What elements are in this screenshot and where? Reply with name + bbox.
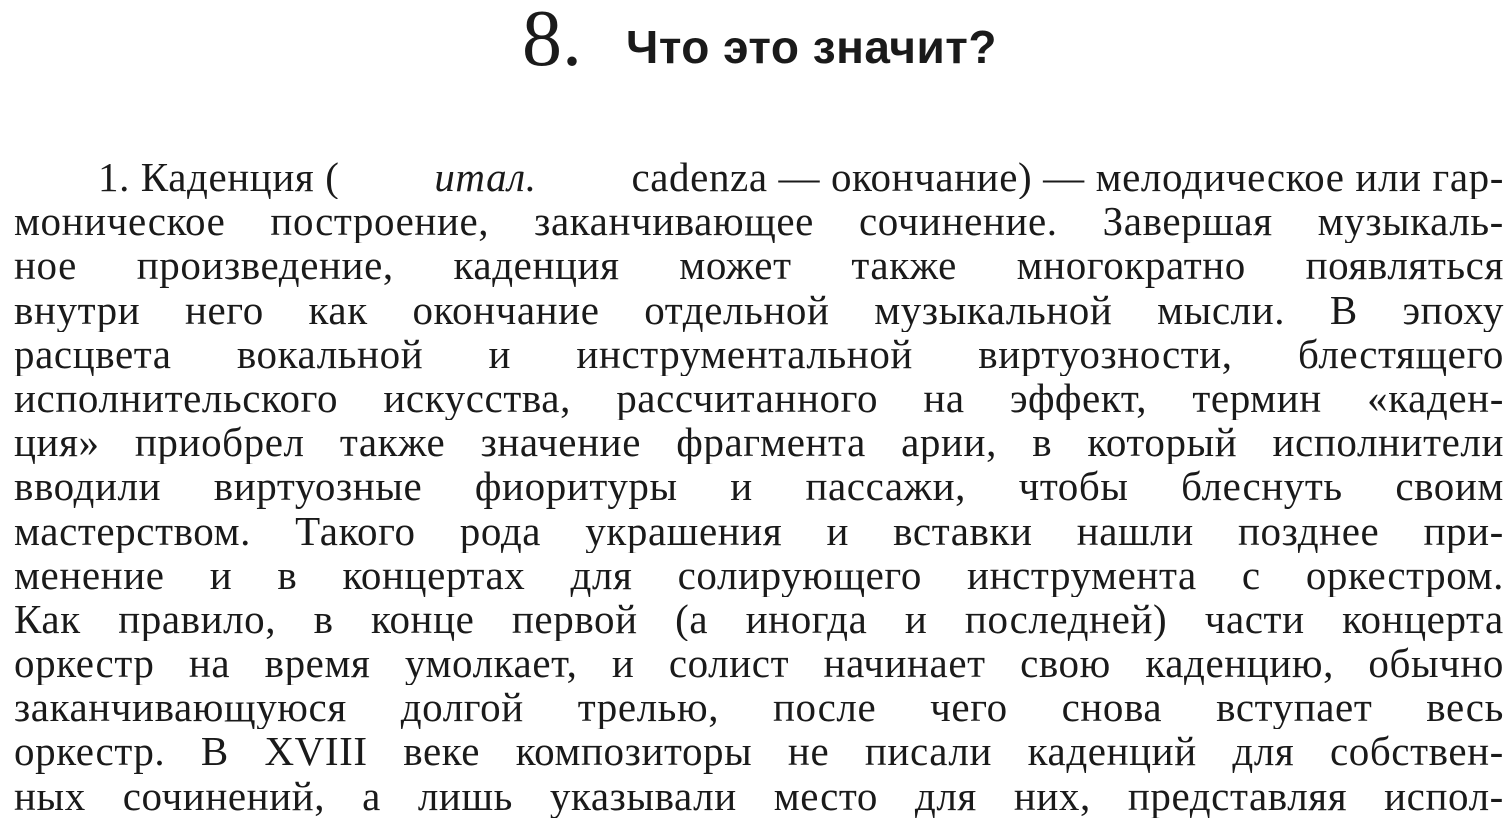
word: вступает: [1216, 685, 1373, 730]
word: нашли: [1076, 508, 1194, 553]
chapter-title: Что это значит?: [626, 21, 997, 73]
text-line: [14, 685, 1504, 729]
word: с: [1241, 552, 1261, 597]
word: для: [914, 773, 977, 818]
word: внутри: [14, 287, 141, 332]
word: оркестром.: [1305, 552, 1504, 597]
word: представляя: [1127, 773, 1348, 818]
word: каденций: [1027, 729, 1197, 774]
word: ных: [14, 773, 86, 818]
word: долгой: [400, 685, 524, 730]
word: части: [1204, 596, 1305, 642]
chapter-heading: [0, 0, 1508, 90]
chapter-number: 8.: [522, 0, 582, 83]
text-line: [14, 376, 1504, 420]
word: музыкаль-: [1317, 199, 1504, 244]
text-line: [14, 774, 1504, 818]
word: не: [787, 729, 830, 774]
word: многократно: [1016, 243, 1246, 288]
text-line: [14, 553, 1504, 597]
word: писали: [864, 729, 993, 774]
word: ция»: [14, 420, 100, 465]
word: и: [904, 596, 928, 642]
word: концерта: [1342, 596, 1504, 642]
word: мысли.: [1157, 287, 1286, 332]
word: иногда: [745, 596, 868, 642]
word: окончание: [412, 287, 600, 332]
word: чего: [930, 685, 1008, 730]
text-line: [14, 597, 1504, 641]
word: вокальной: [236, 331, 424, 376]
word: термин: [1192, 375, 1322, 421]
word: оркестр: [14, 641, 155, 686]
word: XVIII: [264, 729, 368, 774]
word: оркестр.: [14, 729, 166, 774]
text-line: [14, 641, 1504, 685]
word: искусства,: [383, 375, 571, 421]
word: расцвета: [14, 331, 172, 376]
word: трелью,: [577, 685, 720, 730]
word: лишь: [417, 773, 513, 818]
word: пассажи,: [805, 464, 966, 509]
text-line: [14, 509, 1504, 553]
text-line: [14, 199, 1504, 243]
word: чтобы: [1018, 464, 1129, 509]
word: менение: [14, 552, 165, 597]
word: для: [570, 552, 633, 597]
word: и: [730, 464, 753, 509]
text-line: [14, 464, 1504, 508]
text-line: [14, 420, 1504, 464]
word: появляться: [1305, 243, 1504, 288]
word: мастерством.: [14, 508, 251, 553]
word: украшения: [585, 508, 783, 553]
word: произведение,: [136, 243, 394, 288]
word: вводили: [14, 464, 162, 509]
word: (а: [675, 596, 709, 642]
word: фиоритуры: [474, 464, 678, 509]
word: рода: [459, 508, 542, 553]
word: место: [773, 773, 878, 818]
word: рассчитанного: [616, 375, 879, 421]
word: собствен-: [1329, 729, 1504, 774]
word: Такого: [295, 508, 416, 553]
word: сочинение.: [858, 199, 1058, 244]
word: солирующего: [677, 552, 922, 597]
word: который: [1087, 420, 1238, 465]
word: инструмента: [967, 552, 1197, 597]
word: указывали: [549, 773, 737, 818]
word: и: [611, 641, 635, 686]
line-1-italic-abbrev: итал.: [434, 155, 537, 200]
word: при-: [1423, 508, 1504, 553]
text-line: [14, 288, 1504, 332]
word: солист: [668, 641, 790, 686]
word: значение: [480, 420, 641, 465]
word: построение,: [270, 199, 490, 244]
word: последней): [964, 596, 1168, 642]
word: исполнители: [1272, 420, 1504, 465]
word: испол-: [1384, 773, 1504, 818]
word: Завершая: [1102, 199, 1273, 244]
word: заканчивающуюся: [14, 685, 347, 730]
line-1-part-1: 1. Каденция (: [98, 155, 340, 200]
text-line: [14, 332, 1504, 376]
word: умолкает,: [404, 641, 578, 686]
word: отдельной: [644, 287, 830, 332]
word: и: [209, 552, 233, 597]
word: также: [339, 420, 446, 465]
word: правило,: [118, 596, 277, 642]
word: как: [308, 287, 368, 332]
word: свою: [1020, 641, 1111, 686]
text-line: [14, 729, 1504, 773]
word: после: [772, 685, 877, 730]
word: веке: [403, 729, 481, 774]
word: фрагмента: [676, 420, 866, 465]
word: композиторы: [515, 729, 753, 774]
word: него: [184, 287, 264, 332]
word: в: [277, 552, 298, 597]
word: весь: [1426, 685, 1504, 730]
word: и: [488, 331, 512, 376]
word: каденция: [453, 243, 620, 288]
word: эффект,: [1010, 375, 1148, 421]
word: музыкальной: [874, 287, 1113, 332]
word: в: [1032, 420, 1053, 465]
word: виртуозности,: [978, 331, 1233, 376]
word: В: [1329, 287, 1358, 332]
word: ное: [14, 243, 77, 288]
word: эпоху: [1402, 287, 1504, 332]
word: виртуозные: [213, 464, 423, 509]
word: вставки: [893, 508, 1033, 553]
word: блестящего: [1297, 331, 1504, 376]
word: блеснуть: [1181, 464, 1343, 509]
text-line: [14, 155, 1504, 199]
text-line: [14, 243, 1504, 287]
word: приобрел: [134, 420, 305, 465]
word: снова: [1061, 685, 1163, 730]
word: каденцию,: [1145, 641, 1334, 686]
word: «каден-: [1367, 375, 1504, 421]
word: а: [362, 773, 381, 818]
word: исполнительского: [14, 375, 339, 421]
word: инструментальной: [576, 331, 913, 376]
word: заканчивающее: [534, 199, 814, 244]
word: для: [1232, 729, 1295, 774]
word: них,: [1013, 773, 1091, 818]
word: сочинений,: [122, 773, 326, 818]
word: конце: [371, 596, 475, 642]
word: на: [923, 375, 965, 421]
word: концертах: [342, 552, 526, 597]
word: начинает: [823, 641, 986, 686]
word: первой: [511, 596, 638, 642]
word: также: [851, 243, 957, 288]
paragraph-cadenza: [14, 155, 1504, 818]
word: в: [313, 596, 334, 642]
word: может: [679, 243, 792, 288]
word: и: [826, 508, 849, 553]
word: моническое: [14, 199, 226, 244]
word: на: [188, 641, 231, 686]
word: время: [264, 641, 371, 686]
word: В: [200, 729, 229, 774]
word: обычно: [1368, 641, 1504, 686]
word: Как: [14, 596, 81, 642]
line-1-part-2: cadenza — окончание) — мелодическое или гар-: [631, 155, 1504, 200]
word: своим: [1395, 464, 1504, 509]
word: арии,: [901, 420, 997, 465]
word: позднее: [1238, 508, 1380, 553]
